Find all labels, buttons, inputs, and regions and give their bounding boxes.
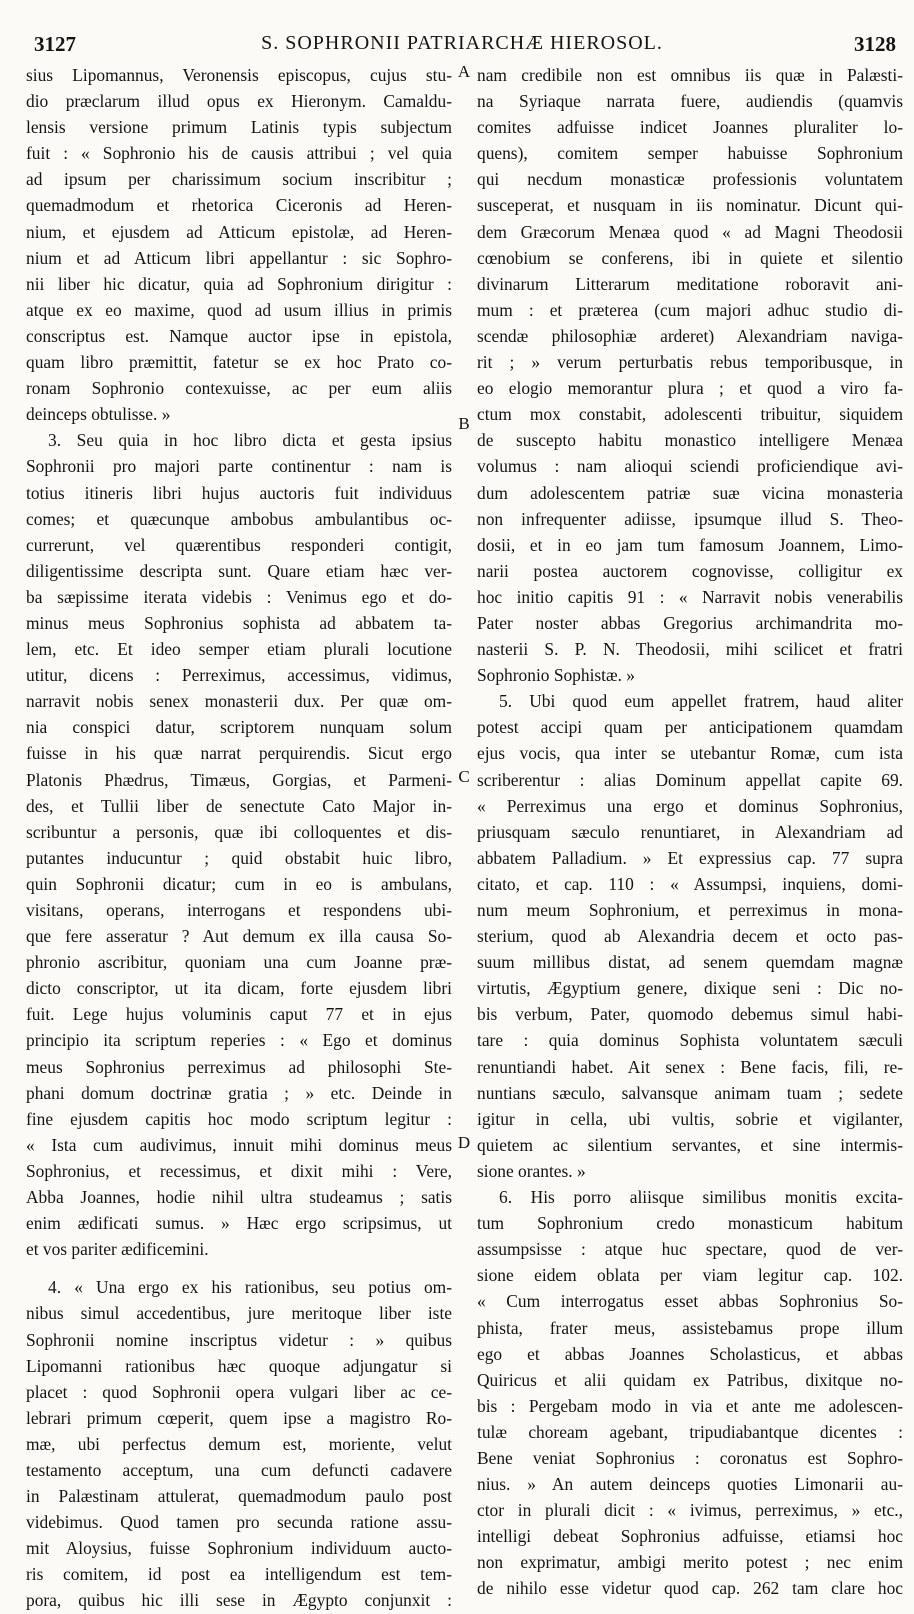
text-line: na Syriaque narrata fuere, audiendis (quamvis — [477, 91, 903, 112]
text-line: et vos pariter ædificemini. — [26, 1239, 209, 1260]
text-line: qui necdum monasticæ professionis voluntatem — [477, 169, 903, 190]
text-line: quens), comitem semper habuisse Sophronium — [477, 143, 903, 164]
text-line: visitans, operans, interrogans et respondens ubi- — [26, 900, 452, 920]
text-line: abbatem Palladium. » Et expressius cap. 77 supra — [477, 847, 903, 868]
text-column-right — [477, 62, 903, 1602]
text-line: tulæ choream agebant, tripudiabantque dicentes : — [477, 1421, 903, 1442]
text-line: sione eidem oblata per viam legitur cap. 102. — [477, 1265, 903, 1286]
page-number-right: 3128 — [854, 32, 896, 56]
text-line: principio ita scriptum reperies : « Ego et dominus — [26, 1030, 452, 1051]
text-line: diligentissime descripta sunt. Quare etiam hæc ver- — [26, 560, 452, 581]
text-column-left — [26, 62, 452, 1614]
text-line: quietem ac silentium servantes, et sine intermis- — [477, 1134, 903, 1155]
text-line: sione orantes. » — [477, 1160, 586, 1181]
text-line: nuntians sæculo, salvansque animam tuam ; sedete — [477, 1082, 903, 1103]
text-line: non exprimatur, ambigi merito potest ; nec enim — [477, 1552, 903, 1573]
text-line: des, et Tullii liber de senectute Cato Major in- — [26, 795, 452, 816]
text-line: bis : Pergebam modo in via et ante me adolescen- — [477, 1395, 903, 1416]
text-line: lem, etc. Et ideo semper etiam plurali locutione — [26, 639, 452, 660]
running-title: S. SOPHRONII PATRIARCHÆ HIEROSOL. — [261, 32, 663, 54]
text-line: 3. Seu quia in hoc libro dicta et gesta ipsius — [48, 430, 452, 451]
text-line: assumpsisse : atque huc spectare, quod de ver- — [477, 1239, 903, 1260]
text-line: fuit : « Sophronio his de causis attribui ; vel quia — [26, 143, 452, 164]
text-line: nium et ad Atticum libri appellantur : sic Sophro- — [26, 247, 452, 268]
text-line: dicto conscriptor, ut ita dicam, forte ejusdem libri — [26, 978, 452, 999]
text-line: igitur in cella, ubi vultis, sobrie et vigilanter, — [477, 1108, 903, 1129]
text-line: dio præclarum illud opus ex Hieronym. Camaldu- — [26, 91, 452, 112]
text-line: enim ædificati sumus. » Hæc ergo scripsimus, ut — [26, 1213, 452, 1234]
text-line: comes; et quæcunque ambobus ambulantibus oc- — [26, 508, 452, 529]
text-line: lebrari primum cœperit, quem ipse a magistro Ro- — [26, 1407, 452, 1428]
text-line: scribuntur a personis, quæ ibi colloquentes et dis- — [26, 821, 452, 842]
text-line: suum millibus distat, ad senem quemdam magnæ — [477, 952, 903, 973]
text-line: phista, frater meus, assistebamus prope illum — [477, 1317, 903, 1338]
text-line: dosii, et in eo jam tum famosum Joannem, Limo- — [477, 534, 903, 555]
text-line: quam libro præmittit, fatetur se ex hoc Prato co- — [26, 352, 452, 373]
text-line: Platonis Phædrus, Timæus, Gorgias, et Parmeni- — [26, 769, 452, 790]
text-line: in Palæstinam attulerat, quemadmodum paulo post — [26, 1486, 452, 1507]
text-line: currerunt, vel quærentibus responderi contigit, — [26, 534, 452, 555]
text-line: atque ex eo maxime, quod ad usum illius in primis — [26, 299, 452, 320]
text-line: nius. » An autem deinceps quoties Limonarii au- — [477, 1474, 903, 1495]
text-line: pora, quibus hic illi sese in Ægypto conjunxit : — [26, 1590, 452, 1611]
text-line: Lipomanni rationibus hæc quoque adjungatur si — [26, 1355, 452, 1376]
text-line: putantes inducuntur ; quid obstabit huic libro, — [26, 847, 452, 868]
text-line: priusquam sæculo renuntiaret, in Alexandriam ad — [477, 821, 903, 842]
text-line: virtutis, Ægyptium genere, dixique seni : Dic no- — [477, 978, 903, 999]
text-line: meus Sophronius perreximus ad philosophi Ste- — [26, 1056, 452, 1077]
text-line: susceperat, et nusquam in iis nominatur. Dicunt qui- — [477, 195, 903, 216]
text-line: potest accipi quam per anticipationem quamdam — [477, 717, 903, 738]
text-line: ad ipsum per charissimum socium inscribitur ; — [26, 169, 452, 190]
text-line: mæ, ubi perfectus demum est, moriente, velut — [26, 1433, 452, 1454]
text-line: sius Lipomannus, Veronensis episcopus, cujus stu- — [26, 65, 452, 85]
margin-marker-d: D — [457, 1133, 471, 1152]
text-line: Quiricus et alii quidam ex Patribus, dixitque no- — [477, 1369, 903, 1390]
text-line: « Ista cum audivimus, innuit mihi dominus meus — [26, 1134, 452, 1155]
text-line: cœnobium se conferens, ibi in quiete et silentio — [477, 247, 903, 268]
text-line: sterium, quod ab Alexandria decem et octo pas- — [477, 926, 903, 947]
text-line: nii liber hic dicatur, quia ad Sophronium dirigitur : — [26, 273, 452, 294]
text-line: ronam Sophronio contexuisse, ac per eum aliis — [26, 378, 452, 399]
text-line: utitur, dicens : Perreximus, accessimus, vidimus, — [26, 665, 452, 686]
text-line: ba sæpissime iterata videbis : Venimus ego et do- — [26, 586, 452, 607]
text-line: totius itineris libri hujus auctoris fuit individuus — [26, 482, 452, 503]
text-line: ris comitem, id post ea intelligendum est tem- — [26, 1564, 452, 1585]
text-line: narravit nobis senex monasterii dux. Per quæ om- — [26, 691, 452, 712]
text-line: bis verbum, Pater, quomodo debemus simul habi- — [477, 1004, 903, 1025]
text-line: deinceps obtulisse. » — [26, 404, 171, 425]
text-line: Sophronio Sophistæ. » — [477, 665, 635, 686]
text-line: videbimus. Quod tamen pro secunda ratione assu- — [26, 1512, 452, 1533]
text-line: divinarum Litterarum meditatione roboravit ani- — [477, 273, 903, 294]
text-line: minus meus Sophronius sophista ad abbatem ta- — [26, 612, 452, 633]
text-line: nium, et ejusdem ad Atticum epistolæ, ad Heren- — [26, 221, 452, 242]
text-line: tum Sophronium credo monasticum habitum — [477, 1213, 903, 1234]
margin-marker-c: C — [458, 767, 470, 786]
text-line: volumus : nam alioqui sciendi proficiendique avi- — [477, 456, 903, 477]
text-line: « Cum interrogatus esset abbas Sophronius So- — [477, 1291, 903, 1312]
text-line: ejus vocis, qua inter se utebantur Romæ, cum ista — [477, 743, 903, 764]
text-line: nasterii S. P. N. Theodosii, mihi scilicet et fratri — [477, 639, 903, 660]
text-line: 4. « Una ergo ex his rationibus, seu potius om- — [48, 1277, 452, 1298]
text-line: narii postea auctorem cognovisse, colligitur ex — [477, 560, 903, 581]
text-line: nam credibile non est omnibus iis quæ in Palæsti- — [477, 65, 903, 85]
text-line: dem Græcorum Menæa quod « ad Magni Theodosii — [477, 221, 903, 242]
text-line: ctum mox constabit, adolescenti tribuitur, siquidem — [477, 404, 903, 425]
text-line: que fere asseratur ? Aut demum ex illa causa So- — [26, 926, 452, 947]
text-line: non infrequenter adiisse, ipsumque illud S. Theo- — [477, 508, 903, 529]
page-number-left: 3127 — [34, 32, 76, 56]
text-line: Sophronii pro majori parte continentur : nam is — [26, 456, 452, 477]
text-line: dum adolescentem patriæ suæ vicina monasteria — [477, 482, 903, 503]
text-line: Abba Joannes, hodie nihil ultra studeamus ; satis — [26, 1187, 452, 1208]
text-line: mit Aloysius, fuisse Sophronium individuum aucto- — [26, 1538, 452, 1559]
text-line: intelligi debeat Sophronius adfuisse, etiamsi hoc — [477, 1526, 903, 1547]
text-line: phronio ascribitur, quoniam una cum Joanne præ- — [26, 952, 452, 973]
text-line: hoc initio capitis 91 : « Narravit nobis venerabilis — [477, 586, 903, 607]
text-line: eo elogio memorantur plura ; et quod a viro fa- — [477, 378, 903, 399]
text-line: fine ejusdem capitis hoc modo scriptum legitur : — [26, 1108, 452, 1129]
text-line: ctor in plurali dicit : « ivimus, perreximus, » etc., — [477, 1500, 903, 1521]
text-line: quemadmodum et rhetorica Ciceronis ad Heren- — [26, 195, 452, 216]
text-line: tare : quia dominus Sophista voluntatem sæculi — [477, 1030, 903, 1051]
margin-marker-b: B — [458, 414, 470, 433]
text-line: de suscepto habitu monastico intelligere Menæa — [477, 430, 903, 451]
text-line: Bene veniat Sophronius : coronatus est Sophro- — [477, 1447, 903, 1468]
text-line: nia conspici datur, scriptorem nunquam solum — [26, 717, 452, 738]
text-line: 5. Ubi quod eum appellet fratrem, haud aliter — [499, 691, 903, 712]
text-line: nibus simul accedentibus, jure meritoque liber iste — [26, 1303, 452, 1324]
text-line: « Perreximus una ergo et dominus Sophronius, — [477, 795, 903, 816]
text-line: placet : quod Sophronii opera vulgari liber ac ce- — [26, 1381, 452, 1402]
text-line: Sophronius, et recessimus, et dixit mihi : Vere, — [26, 1160, 452, 1181]
text-line: quin Sophronii dicatur; cum in eo is ambulans, — [26, 873, 452, 894]
text-line: Sophronii nomine inscriptus videtur : » quibus — [26, 1329, 452, 1350]
text-line: de nihilo esse videtur quod cap. 262 tam clare hoc — [477, 1578, 903, 1599]
text-line: ego et abbas Joannes Scholasticus, et abbas — [477, 1343, 903, 1364]
text-line: fuit. Lege hujus voluminis caput 77 et in ejus — [26, 1004, 452, 1025]
text-line: conscriptus est. Namque auctor ipse in epistola, — [26, 325, 452, 346]
text-line: citato, et cap. 110 : « Assumpsi, inquiens, domi- — [477, 873, 903, 894]
text-line: 6. His porro aliisque similibus monitis excita- — [499, 1187, 903, 1208]
text-line: renuntiandi habet. Ait senex : Bene facis, fili, re- — [477, 1056, 903, 1077]
margin-marker-a: A — [457, 62, 471, 81]
text-line: lensis versione primum Latinis typis subjectum — [26, 117, 452, 138]
text-line: mum : et præterea (cum majori adhuc studio di- — [477, 299, 903, 320]
text-line: testamento acceptum, una cum defuncti cadavere — [26, 1459, 452, 1480]
text-line: fuisse in his quæ narrat perquirendis. Sicut ergo — [26, 743, 452, 764]
text-line: scendæ philosophiæ arderet) Alexandriam naviga- — [477, 325, 903, 346]
text-line: num meum Sophronium, et perreximus in mona- — [477, 900, 903, 920]
text-line: comites adfuisse indicet Joannes pluraliter lo- — [477, 117, 903, 138]
text-line: phani domum doctrinæ gratia ; » etc. Deinde in — [26, 1082, 452, 1103]
text-line: scriberentur : alias Dominum appellat capite 69. — [477, 769, 903, 790]
text-line: rit ; » verum perturbatis rebus temporibusque, in — [477, 352, 903, 373]
text-line: Pater noster abbas Gregorius archimandrita mo- — [477, 612, 903, 633]
page-header — [26, 10, 898, 56]
